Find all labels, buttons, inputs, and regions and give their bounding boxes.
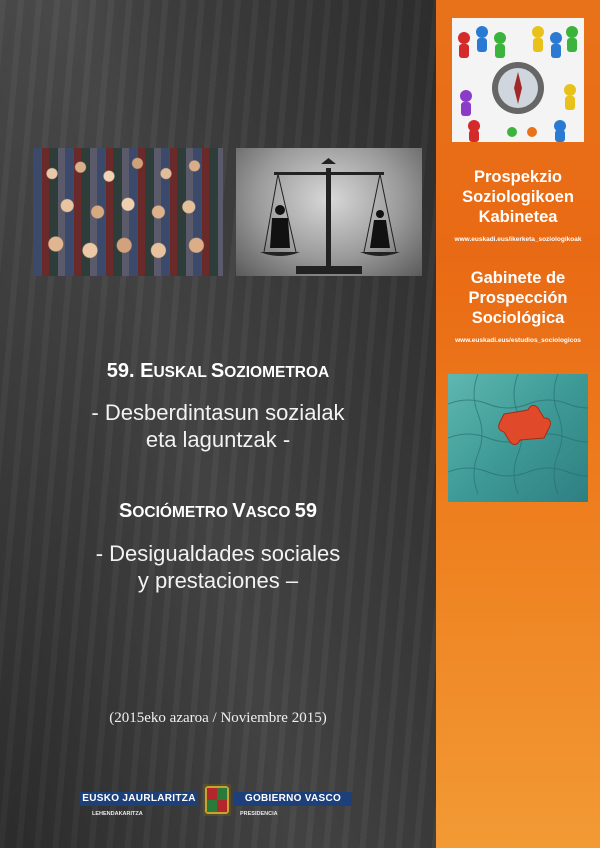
title-es-part: 59: [294, 500, 317, 522]
title-eu-part: S: [210, 360, 225, 382]
title-eu-part: 59. E: [106, 360, 154, 382]
title-es: [0, 500, 436, 523]
cabinet-title-eu: [440, 167, 596, 227]
subtitle-es: [0, 540, 436, 594]
scales-photo: [236, 148, 422, 276]
crowd-photo: [33, 148, 223, 276]
cabinet-url-es[interactable]: www.euskadi.eus/estudios_sociologicos: [455, 337, 581, 344]
subtitle-eu-line1: - Desberdintasun sozialak: [91, 400, 345, 425]
cabinet-title-es-line1: Gabinete de: [470, 269, 566, 287]
cabinet-title-eu-line2: Soziologikoen: [462, 188, 574, 206]
logo-gobierno-vasco: GOBIERNO VASCO: [234, 792, 352, 806]
title-eu: [0, 360, 436, 383]
subtitle-eu-line2: eta laguntzak -: [145, 427, 291, 452]
coat-of-arms-icon: [202, 783, 232, 817]
logo-eusko-jaurlaritza: EUSKO JAURLARITZA: [80, 792, 198, 806]
cabinet-title-eu-line3: Kabinetea: [478, 208, 558, 226]
title-eu-part: USKAL: [153, 364, 211, 381]
subtitle-es-line2: y prestaciones –: [137, 568, 299, 593]
basque-government-logo: [80, 783, 352, 823]
logo-presidencia: PRESIDENCIA: [240, 811, 278, 817]
subtitle-es-line1: - Desigualdades sociales: [95, 541, 341, 566]
title-es-part: ASCO: [245, 504, 295, 521]
logo-lehendakaritza: LEHENDAKARITZA: [92, 811, 143, 817]
cabinet-title-es-line2: Prospección: [468, 289, 568, 307]
title-eu-part: OZIOMETROA: [224, 364, 330, 381]
pawns-compass-photo: [452, 18, 584, 142]
puzzle-photo: [448, 374, 588, 502]
publication-date: (2015eko azaroa / Noviembre 2015): [109, 710, 327, 726]
title-es-part: S: [119, 500, 133, 522]
title-es-part: OCIÓMETRO: [132, 504, 233, 521]
subtitle-eu: [0, 399, 436, 453]
title-es-part: V: [232, 500, 246, 522]
cabinet-title-es: [440, 268, 596, 328]
cabinet-url-eu[interactable]: www.euskadi.eus/ikerketa_soziologikoak: [454, 236, 582, 243]
cabinet-title-es-line3: Sociológica: [471, 309, 565, 327]
cabinet-title-eu-line1: Prospekzio: [473, 168, 563, 186]
